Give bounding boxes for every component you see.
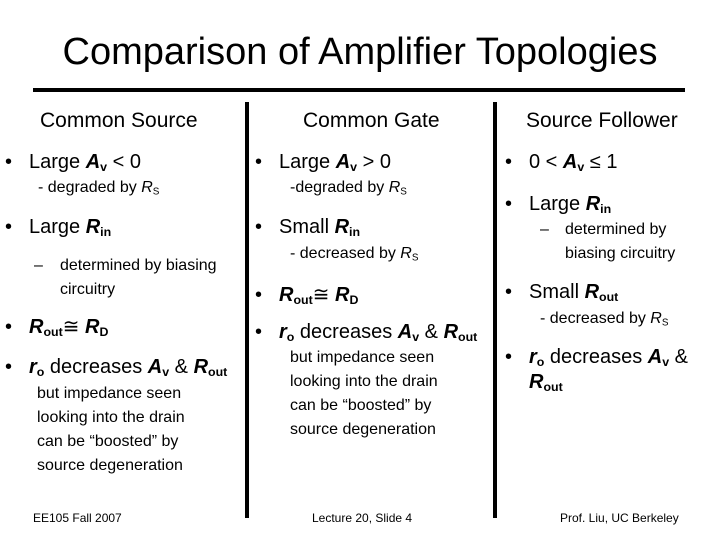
- cg-ro-note-line4: source degeneration: [290, 421, 436, 438]
- sf-rin-note-line1: determined by: [565, 221, 667, 238]
- footer-slide-number: Lecture 20, Slide 4: [312, 511, 413, 525]
- slide-title: Comparison of Amplifier Topologies: [62, 31, 658, 73]
- cs-bullet-rin: • Large $R_{in}$: [5, 216, 112, 240]
- cs-bullet-gain: • Large $A_v < 0$: [5, 151, 141, 175]
- footer-course: EE105 Fall 2007: [33, 511, 122, 525]
- column-divider-right: [493, 102, 497, 518]
- cs-rin-note-line1: determined by biasing: [60, 257, 217, 274]
- cs-bullet-rout: • $R_{out}≅$ $R_D$: [5, 316, 109, 340]
- cg-bullet-ro: • $r_o$ decreases $A_v$ & $R_{out}$: [255, 321, 478, 345]
- cs-ro-note-line4: source degeneration: [37, 457, 183, 474]
- cg-ro-note-line3: can be “boosted” by: [290, 397, 432, 414]
- column-divider-left: [245, 102, 249, 518]
- cg-gain-note: -degraded by $R_S$: [290, 179, 407, 198]
- sf-rin-dash: –: [540, 221, 549, 238]
- cg-header: Common Gate: [303, 109, 440, 132]
- title-underline: [33, 88, 685, 92]
- cs-bullet-ro: • $r_o$ decreases $A_v$ & $R_{out}$: [5, 356, 228, 380]
- cs-gain-note: - degraded by $R_S$: [38, 179, 160, 198]
- sf-rin-note-line2: biasing circuitry: [565, 245, 676, 262]
- sf-header: Source Follower: [526, 109, 678, 132]
- sf-bullet-rin: • Large $R_{in}$: [505, 193, 612, 217]
- cs-ro-note-line3: can be “boosted” by: [37, 433, 179, 450]
- sf-bullet-gain: • $0 < A_v \le 1$: [505, 151, 618, 175]
- cs-rin-dash: –: [34, 257, 43, 274]
- sf-bullet-rout: • Small $R_{out}$: [505, 281, 619, 305]
- cg-bullet-rin: • Small $R_{in}$: [255, 216, 361, 240]
- sf-bullet-ro: • $r_o$ decreases $A_v$ &: [505, 346, 689, 370]
- cs-ro-note-line1: but impedance seen: [37, 385, 182, 402]
- cg-bullet-rout: • $R_{out}≅$ $R_D$: [255, 284, 359, 308]
- cg-bullet-gain: • Large $A_v > 0$: [255, 151, 391, 175]
- cg-ro-note-line2: looking into the drain: [290, 373, 438, 390]
- footer-author: Prof. Liu, UC Berkeley: [560, 511, 679, 525]
- cs-header: Common Source: [40, 109, 198, 132]
- sf-ro-line2: $R_{out}$: [529, 371, 563, 395]
- cs-rin-note-line2: circuitry: [60, 281, 116, 298]
- cg-ro-note-line1: but impedance seen: [290, 349, 435, 366]
- sf-rout-note: - decreased by $R_S$: [540, 310, 669, 329]
- cs-ro-note-line2: looking into the drain: [37, 409, 185, 426]
- cg-rin-note: - decreased by $R_S$: [290, 245, 419, 264]
